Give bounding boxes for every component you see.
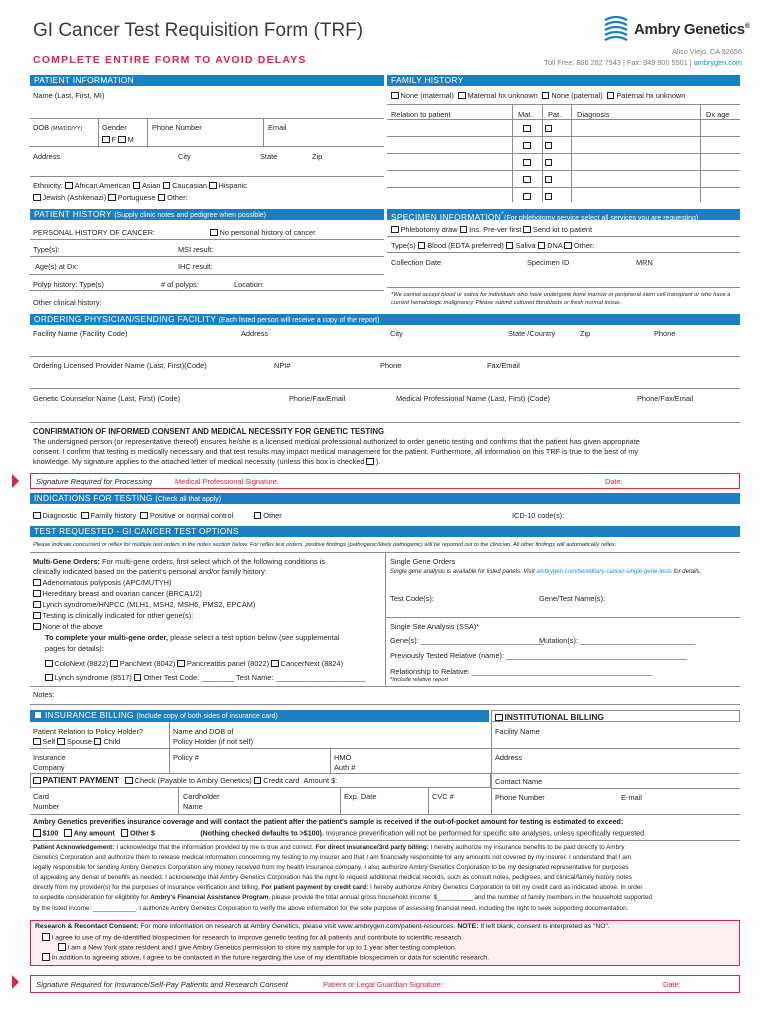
company-address bbox=[544, 47, 742, 68]
personal-history-label: PERSONAL HISTORY OF CANCER: bbox=[33, 228, 156, 237]
other-history-label: Other clinical history: bbox=[33, 298, 102, 307]
control-checkbox[interactable] bbox=[140, 512, 148, 520]
institutional-title: INSTITUTIONAL BILLING bbox=[495, 712, 604, 722]
eth-african-checkbox[interactable] bbox=[65, 182, 73, 190]
multi-gene-line-1: Multi-Gene Orders: For multi-gene orders, first select which of the following conditions is bbox=[33, 557, 326, 566]
condition-apc: Adenomatous polyposis (APC/MUTYH) bbox=[33, 578, 171, 587]
fac-zip-label: Zip bbox=[580, 329, 591, 338]
family-history-checkbox[interactable] bbox=[81, 512, 89, 520]
fac-phone-label: Phone bbox=[654, 329, 676, 338]
send-kit-checkbox[interactable] bbox=[523, 226, 531, 234]
family-options: None (maternal) Maternal hx unknown None (paternal) Paternal hx unknown bbox=[391, 91, 685, 100]
brand-logo bbox=[602, 14, 752, 44]
none-paternal-checkbox[interactable] bbox=[542, 92, 550, 100]
any-amount-checkbox[interactable] bbox=[64, 829, 72, 837]
ambry-logo-icon bbox=[602, 14, 630, 44]
fac-state-label: State /Country bbox=[508, 329, 556, 338]
apc-checkbox[interactable] bbox=[33, 579, 41, 587]
ssa-mutations: Mutation(s): ____________________________ bbox=[539, 636, 696, 645]
dob-label: DOB (MM/DD/YY) bbox=[33, 123, 83, 132]
cancernext-checkbox[interactable] bbox=[271, 660, 279, 668]
company-city: Aliso Viejo, CA 92656 bbox=[671, 47, 742, 56]
consent-line-1: The undersigned person (or representative thereof) ensures he/she is a licensed medical professional authorized to order genetic testing and confirms that the patient has given appropriate bbox=[33, 437, 640, 446]
card-label: Card bbox=[33, 792, 50, 801]
research-use-checkbox[interactable] bbox=[42, 933, 50, 941]
eth-portuguese-checkbox[interactable] bbox=[108, 194, 116, 202]
npi-label: NPI# bbox=[274, 361, 291, 370]
gender-m-checkbox[interactable] bbox=[118, 136, 126, 144]
inst-email-label: E-mail bbox=[621, 793, 642, 802]
ethnicity-row-1: Ethnicity: African American Asian Caucasian Hispanic bbox=[33, 181, 247, 190]
include-report-note: *Include relative report bbox=[390, 677, 449, 683]
eth-other-checkbox[interactable] bbox=[158, 194, 166, 202]
gender-label: Gender bbox=[102, 123, 127, 132]
condition-hboc: Hereditary breast and ovarian cancer (BRCA1/2) bbox=[33, 589, 202, 598]
research-option-3: In addition to agreeing above, I agree to be contacted in the future regarding the use of my identifiable biospecimen or data for scientific research. bbox=[42, 953, 489, 962]
recontact-checkbox[interactable] bbox=[42, 953, 50, 961]
paternal-unknown-checkbox[interactable] bbox=[607, 92, 615, 100]
credit-card-checkbox[interactable] bbox=[254, 777, 262, 785]
exp-date-label: Exp. Date bbox=[344, 792, 377, 801]
multi-gene-line-2: clinically indicated based on the patient's personal and/or family history: bbox=[33, 567, 267, 576]
self-checkbox[interactable] bbox=[33, 738, 41, 746]
icd-label: ICD-10 code(s): bbox=[512, 511, 565, 520]
family-row-checkboxes bbox=[523, 192, 554, 201]
state-label: State bbox=[260, 152, 278, 161]
gene-name-label: Gene/Test Name(s): bbox=[539, 594, 606, 603]
insurance-label: Insurance bbox=[33, 753, 66, 762]
auth-label: Auth # bbox=[334, 763, 356, 772]
types-label: Type(s): bbox=[33, 245, 60, 254]
indications-header: INDICATIONS FOR TESTING (Check all that apply) bbox=[30, 493, 740, 504]
specimen-options: Phlebotomy draw Ins. Pre-ver first Send kit to patient bbox=[391, 225, 592, 234]
family-row-checkboxes bbox=[523, 158, 554, 167]
patient-signature-box[interactable] bbox=[30, 975, 740, 993]
maternal-col: Mat. bbox=[518, 110, 533, 119]
company-label: Company bbox=[33, 763, 65, 772]
ssa-genes: Gene(s): ______________________________ bbox=[390, 636, 545, 645]
no-personal-checkbox[interactable] bbox=[210, 229, 218, 237]
specimen-header: SPECIMEN INFORMATION*(For phlebotomy service select all services you are requesting) bbox=[387, 209, 740, 220]
company-contact: Toll Free: 866 262 7943 | Fax: 949 900 5501 | bbox=[544, 57, 694, 67]
patient-info-header: PATIENT INFORMATION bbox=[30, 75, 384, 86]
eth-hispanic-checkbox[interactable] bbox=[209, 182, 217, 190]
colonext-checkbox[interactable] bbox=[45, 660, 53, 668]
institutional-checkbox[interactable] bbox=[495, 714, 503, 722]
hmo-label: HMO bbox=[334, 753, 352, 762]
sig2-field: Patient or Legal Guardian Signature: bbox=[323, 980, 443, 989]
ethnicity-row-2: Jewish (Ashkenazi) Portuguese Other: bbox=[33, 193, 188, 202]
family-history-header: FAMILY HISTORY bbox=[387, 75, 740, 86]
none-maternal-checkbox[interactable] bbox=[391, 92, 399, 100]
page-subtitle: COMPLETE ENTIRE FORM TO AVOID DELAYS bbox=[33, 54, 307, 66]
research-option-1: I agree to use of my de-identified biospecimen for research to improve genetic testing for all patients and contribute to scientific research. bbox=[42, 933, 463, 942]
notes-label: Notes: bbox=[33, 690, 55, 699]
consent-title: CONFIRMATION OF INFORMED CONSENT AND MEDICAL NECESSITY FOR GENETIC TESTING bbox=[33, 427, 385, 436]
cardholder-name-label: Name bbox=[183, 802, 203, 811]
holder-name-label-2: Policy Holder (if not self) bbox=[173, 737, 254, 746]
other-indication-checkbox[interactable] bbox=[254, 512, 262, 520]
sig1-date: Date: bbox=[605, 477, 623, 486]
single-gene-link[interactable]: ambrygen.com/hereditary-cancer-single-gene-tests bbox=[536, 569, 672, 575]
signature-arrow-icon bbox=[12, 474, 19, 488]
other-test-checkbox[interactable] bbox=[134, 674, 142, 682]
condition-none: None of the above bbox=[33, 622, 103, 631]
ssa-title: Single Site Analysis (SSA)* bbox=[390, 622, 480, 631]
no-personal-history: No personal history of cancer bbox=[210, 228, 316, 237]
research-title: Research & Recontact Consent: For more information on research at Ambry Genetics, please visit www.ambrygen.com/patient-resources. NOTE: If left blank, consent is interpreted as "NO". bbox=[35, 923, 610, 930]
eth-asian-checkbox[interactable] bbox=[133, 182, 141, 190]
row3-mat-checkbox[interactable] bbox=[523, 159, 531, 167]
cardholder-label: Cardholder bbox=[183, 792, 220, 801]
eth-jewish-checkbox[interactable] bbox=[33, 194, 41, 202]
diagnosis-col: Diagnosis bbox=[577, 110, 610, 119]
policy-relation-options: Self Spouse Child bbox=[33, 737, 120, 746]
condition-lynch: Lynch syndrome/HNPCC (MLH1, MSH2, MSH6, PMS2, EPCAM) bbox=[33, 600, 255, 609]
patient-name-label: Name (Last, First, MI) bbox=[33, 91, 105, 100]
sig2-date: Date: bbox=[663, 980, 681, 989]
gender-f-checkbox[interactable] bbox=[102, 136, 110, 144]
other-amount-checkbox[interactable] bbox=[121, 829, 129, 837]
msi-label: MSI result: bbox=[178, 245, 214, 254]
card-number-label: Number bbox=[33, 802, 60, 811]
sig2-label: Signature Required for Insurance/Self-Pay Patients and Research Consent bbox=[36, 980, 289, 989]
cvc-label: CVC # bbox=[432, 792, 454, 801]
polyp-label: Polyp history: Type(s) bbox=[33, 280, 104, 289]
holder-name-label: Name and DOB of bbox=[173, 727, 234, 736]
dna-checkbox[interactable] bbox=[538, 242, 546, 250]
signature-arrow-icon bbox=[12, 975, 19, 989]
consent-line-2: consent. I confirm that testing is medically necessary and that test results may impact medical management for the patient. Furthermore, all information on this TRF is true to the best of my bbox=[33, 447, 638, 456]
blood-checkbox[interactable] bbox=[418, 242, 426, 250]
facility-label: Facility Name (Facility Code) bbox=[33, 329, 128, 338]
research-option-2: I am a New York state resident and I give Ambry Genetics permission to store my sample for up to 1 year after testing completion. bbox=[58, 943, 457, 952]
counselor-label: Genetic Counselor Name (Last, First) (Code) bbox=[33, 394, 181, 403]
insurance-billing-header: INSURANCE BILLING (Include copy of both sides of insurance card) bbox=[30, 710, 489, 722]
row1-pat-checkbox[interactable] bbox=[545, 125, 553, 133]
condition-other: Testing is clinically indicated for other gene(s): bbox=[33, 611, 193, 620]
relation-col: Relation to patient bbox=[391, 110, 451, 119]
row2-pat-checkbox[interactable] bbox=[545, 142, 553, 150]
specimen-id-label: Specimen ID bbox=[527, 258, 570, 267]
row1-mat-checkbox[interactable] bbox=[523, 125, 531, 133]
single-gene-note: Single gene analysis is available for listed panels. Visit ambrygen.com/hereditary-cancer-single-gene-tests for details. bbox=[390, 569, 702, 575]
preverify-line-1: Ambry Genetics preverifies insurance coverage and will contact the patient after the patient's sample is received if the out-of-pocket amount for testing is estimated to exceed: bbox=[33, 818, 624, 826]
relationship-label: Relationship to Relative: ____________________________________________ bbox=[390, 667, 653, 676]
patient-payment-row: PATIENT PAYMENT Check (Payable to Ambry Genetics) Credit card Amount $: bbox=[33, 775, 337, 785]
specimen-types: Type(s) Blood (EDTA preferred) Saliva DNA Other: bbox=[391, 241, 595, 250]
zip-label: Zip bbox=[312, 152, 323, 161]
child-checkbox[interactable] bbox=[94, 738, 102, 746]
preverify-checkbox[interactable] bbox=[460, 226, 468, 234]
polyp-num-label: # of polyps: bbox=[161, 280, 199, 289]
amount-100-checkbox[interactable] bbox=[33, 829, 41, 837]
gender-options: F M bbox=[102, 135, 134, 144]
ny-resident-checkbox[interactable] bbox=[58, 943, 66, 951]
patient-payment-checkbox[interactable] bbox=[33, 777, 41, 785]
row4-mat-checkbox[interactable] bbox=[523, 176, 531, 184]
policy-label: Policy # bbox=[173, 753, 199, 762]
test-note: Please indicate concurrent or reflex for multiple test orders in the notes section below. For reflex test orders, positive findings (pathogenic/likely pathogenic) will be reported out to the clinician. All other findings will automatically reflex. bbox=[33, 542, 617, 548]
diagnostic-checkbox[interactable] bbox=[33, 512, 41, 520]
counselor-contact-label: Phone/Fax/Email bbox=[289, 394, 346, 403]
patient-history-header: PATIENT HISTORY (Supply clinic notes and pedigree when possible) bbox=[30, 209, 384, 220]
other-specimen-checkbox[interactable] bbox=[564, 242, 572, 250]
dx-age-col: Dx age bbox=[706, 110, 730, 119]
city-label: City bbox=[178, 152, 191, 161]
phlebotomy-checkbox[interactable] bbox=[391, 226, 399, 234]
policy-relation-label: Patient Relation to Policy Holder? bbox=[33, 727, 144, 736]
row3-pat-checkbox[interactable] bbox=[545, 159, 553, 167]
order-line-1: To complete your multi-gene order, please select a test option below (see supplemental bbox=[45, 633, 340, 642]
website-link[interactable]: ambrygen.com bbox=[693, 57, 742, 67]
location-label: Location: bbox=[234, 280, 264, 289]
email-label: Email bbox=[268, 123, 287, 132]
lynch-8517-checkbox[interactable] bbox=[45, 674, 53, 682]
maternal-unknown-checkbox[interactable] bbox=[458, 92, 466, 100]
collection-date-label: Collection Date bbox=[391, 258, 442, 267]
provider-fax-label: Fax/Email bbox=[487, 361, 520, 370]
facility-name-label: Facility Name bbox=[495, 727, 540, 736]
provider-phone-label: Phone bbox=[380, 361, 402, 370]
lynch-checkbox[interactable] bbox=[33, 601, 41, 609]
hboc-checkbox[interactable] bbox=[33, 590, 41, 598]
family-row-checkboxes bbox=[523, 175, 554, 184]
saliva-checkbox[interactable] bbox=[506, 242, 514, 250]
check-payment-checkbox[interactable] bbox=[125, 777, 133, 785]
phone-label: Phone Number bbox=[152, 123, 202, 132]
panel-options-2: Lynch syndrome (8517) Other Test Code: ________ Test Name: ______________________ bbox=[45, 673, 366, 682]
spouse-checkbox[interactable] bbox=[57, 738, 65, 746]
acknowledgement: Patient Acknowledgement: I acknowledge that the information provided by me is true and correct. For direct insurance/3rd party billing: I hereby authorize my insurance benefits to be paid directly to Ambry Genetics Corporation and authorize them to release medical information concerning my testing to my insurer and that I am financially responsible for any amounts not covered by my insurer. I understand that I am legally responsible for sending Ambry Genetics Corporation any money received from my health insurance company. I also authorize Ambry Genetics Corporation to be my designated representative for purposes of appealing any denial of benefits as needed. I acknowledge that Ambry Genetics Corporation has the right to request additional medical records, such as consult notes, pedigrees, and clinical/family history notes directly from my provider(s) for the purposes of insurance verification and billing. For patient payment by credit card: I hereby authorize Ambry Genetics Corporation to bill my credit card as indicated above. In order to expedite consideration for eligibility for Ambry's Financial Assistance Program, please provide the total annual gross household income: $__________ and the number of family members in the household supported by the listed income: ____________. I authorize Ambry Genetics Corporation to verify the above information for the sole purpose of assessing financial need, including the right to seek supporting documentation. bbox=[33, 844, 653, 912]
sig1-label: Signature Required for Processing bbox=[36, 477, 153, 486]
family-row-checkboxes bbox=[523, 141, 554, 150]
row4-pat-checkbox[interactable] bbox=[545, 176, 553, 184]
row5-mat-checkbox[interactable] bbox=[523, 193, 531, 201]
address-label: Address bbox=[33, 152, 61, 161]
ihc-label: IHC result: bbox=[178, 262, 213, 271]
fac-city-label: City bbox=[390, 329, 403, 338]
mrn-label: MRN bbox=[636, 258, 653, 267]
specimen-note: *We cannot accept blood or saliva for individuals who have undergone bone marrow or peripheral stem cell transplant or who have a current hematologic malignancy. Please submit cultured fibroblasts or fresh normal tissue. bbox=[391, 292, 731, 306]
none-above-checkbox[interactable] bbox=[33, 623, 41, 631]
insurance-billing-checkbox[interactable] bbox=[34, 711, 42, 719]
consent-line-3: knowledge. My signature applies to the attached letter of medical necessity (unless this box is checked ). bbox=[33, 457, 381, 466]
row5-pat-checkbox[interactable] bbox=[545, 193, 553, 201]
registered-mark: ® bbox=[744, 23, 750, 30]
ordering-physician-header: ORDERING PHYSICIAN/SENDING FACILITY (Each listed person will receive a copy of the report) bbox=[30, 314, 740, 325]
page-title: GI Cancer Test Requisition Form (TRF) bbox=[33, 20, 364, 41]
row2-mat-checkbox[interactable] bbox=[523, 142, 531, 150]
pancnext-checkbox[interactable] bbox=[110, 660, 118, 668]
test-requested-header: TEST REQUESTED - GI CANCER TEST OPTIONS bbox=[30, 526, 740, 537]
single-gene-title: Single Gene Orders bbox=[390, 557, 456, 566]
contact-name-label: Contact Name bbox=[495, 777, 543, 786]
indication-options: Diagnostic Family history Positive or normal control Other bbox=[33, 511, 282, 520]
provider-label: Ordering Licensed Provider Name (Last, First)(Code) bbox=[33, 361, 207, 370]
eth-caucasian-checkbox[interactable] bbox=[163, 182, 171, 190]
family-row-checkboxes bbox=[523, 124, 554, 133]
inst-phone-label: Phone Number bbox=[495, 793, 545, 802]
pancreatitis-checkbox[interactable] bbox=[177, 660, 185, 668]
fac-address-label: Address bbox=[241, 329, 269, 338]
other-gene-checkbox[interactable] bbox=[33, 612, 41, 620]
preverify-line-2: $100 Any amount Other $ (Nothing checked defaults to >$100). Insurance preverification will not be performed for specific site analyses, unless specifically requested. bbox=[33, 829, 646, 838]
panel-options: ColoNext (8822) PancNext (8042) Pancreatitis panel (8022) CancerNext (8824) bbox=[45, 659, 343, 668]
paternal-col: Pat. bbox=[548, 110, 562, 119]
sig1-field: Medical Professional Signature: bbox=[175, 477, 279, 486]
age-dx-label: Age(s) at Dx: bbox=[35, 262, 79, 271]
order-line-2: pages for details): bbox=[45, 644, 104, 653]
test-codes-label: Test Code(s): bbox=[390, 594, 434, 603]
inst-address-label: Address bbox=[495, 753, 523, 762]
lmn-checkbox[interactable] bbox=[366, 458, 374, 466]
med-pro-label: Medical Professional Name (Last, First) (Code) bbox=[396, 394, 551, 403]
med-pro-contact-label: Phone/Fax/Email bbox=[637, 394, 694, 403]
prev-tested: Previously Tested Relative (name): ____________________________________________ bbox=[390, 651, 687, 660]
brand-name: Ambry Genetics bbox=[634, 21, 745, 38]
medical-signature-box[interactable] bbox=[30, 473, 740, 489]
